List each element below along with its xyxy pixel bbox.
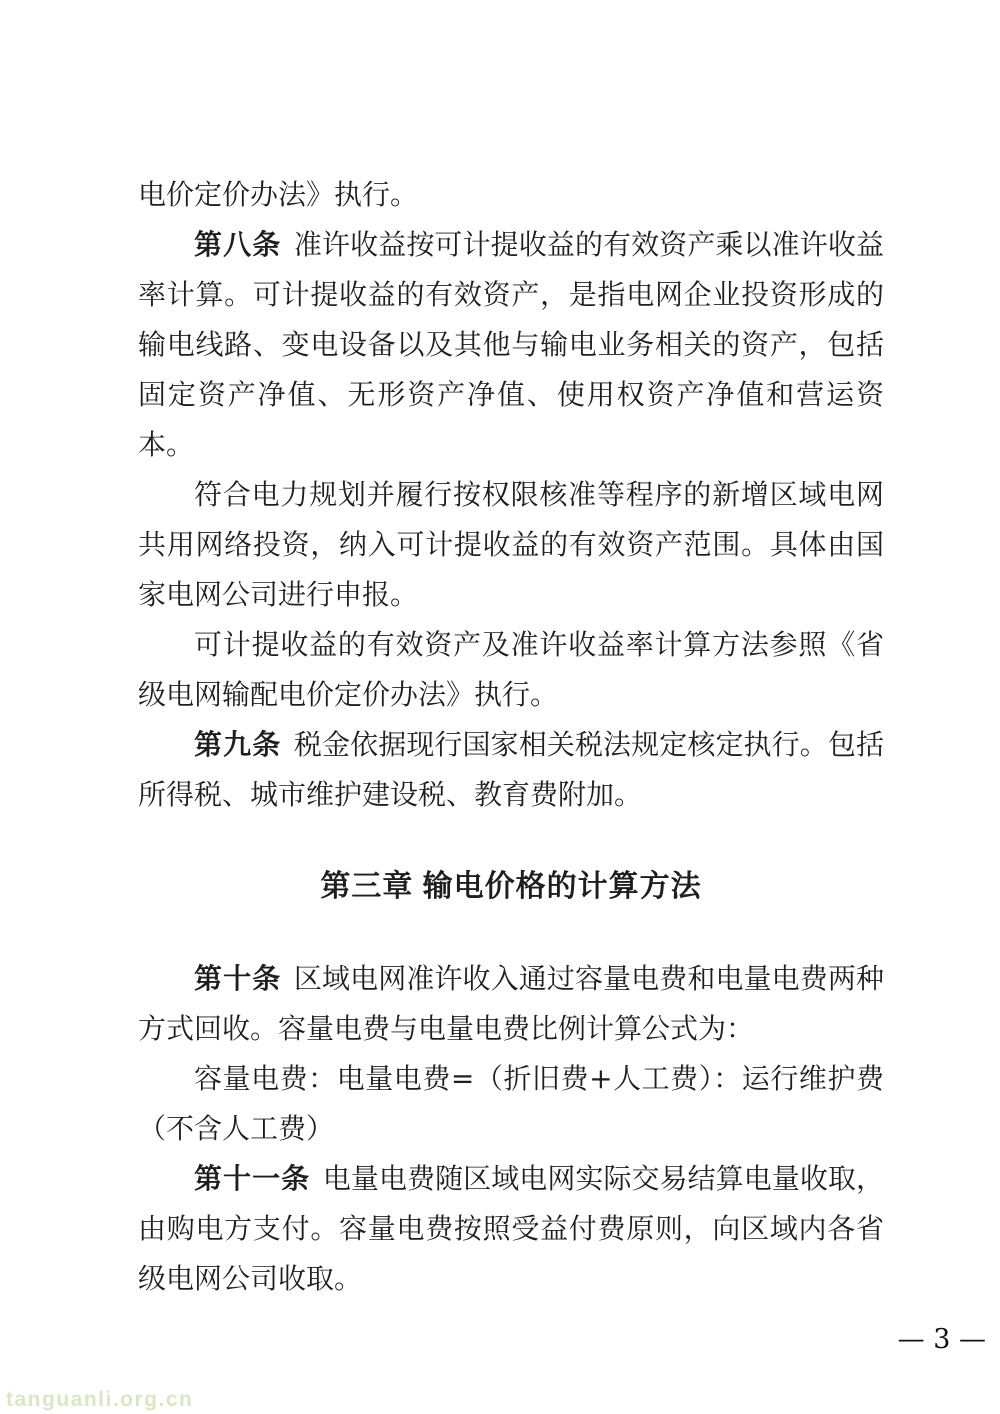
page-number: — 3 — bbox=[897, 1324, 986, 1355]
paragraph: 第十一条 电量电费随区域电网实际交易结算电量收取，由购电方支付。容量电费按照受益付费原则，向区域内各省级电网公司收取。 bbox=[138, 1162, 884, 1295]
chapter-heading: 第三章 输电价格的计算方法 bbox=[320, 870, 702, 903]
paragraph: 第十条 区域电网准许收入通过容量电费和电量电费两种方式回收。容量电费与电量电费比例计算公式为： bbox=[138, 962, 884, 1045]
article-number-label: 第十一条 bbox=[194, 1163, 311, 1194]
article-number-label: 第十条 bbox=[194, 963, 282, 994]
paragraph: 电价定价办法》执行。 bbox=[138, 178, 419, 211]
paragraph: 第八条 准许收益按可计提收益的有效资产乘以准许收益率计算。可计提收益的有效资产，是指电网企业投资形成的输电线路、变电设备以及其他与输电业务相关的资产，包括固定资产净值、无形资产净值、使用权资产净值和营运资本。 bbox=[138, 228, 884, 461]
paragraph: 容量电费：电量电费=（折旧费+人工费）：运行维护费（不含人工费） bbox=[138, 1062, 884, 1145]
article-number-label: 第九条 bbox=[194, 729, 282, 760]
article-number-label: 第八条 bbox=[194, 229, 282, 260]
paragraph: 符合电力规划并履行按权限核准等程序的新增区域电网共用网络投资，纳入可计提收益的有效资产范围。具体由国家电网公司进行申报。 bbox=[138, 478, 884, 611]
paragraph: 第九条 税金依据现行国家相关税法规定核定执行。包括所得税、城市维护建设税、教育费附加。 bbox=[138, 728, 884, 811]
paragraph: 可计提收益的有效资产及准许收益率计算方法参照《省级电网输配电价定价办法》执行。 bbox=[138, 628, 884, 711]
watermark-text: tanguanli.org.cn bbox=[6, 1388, 194, 1411]
